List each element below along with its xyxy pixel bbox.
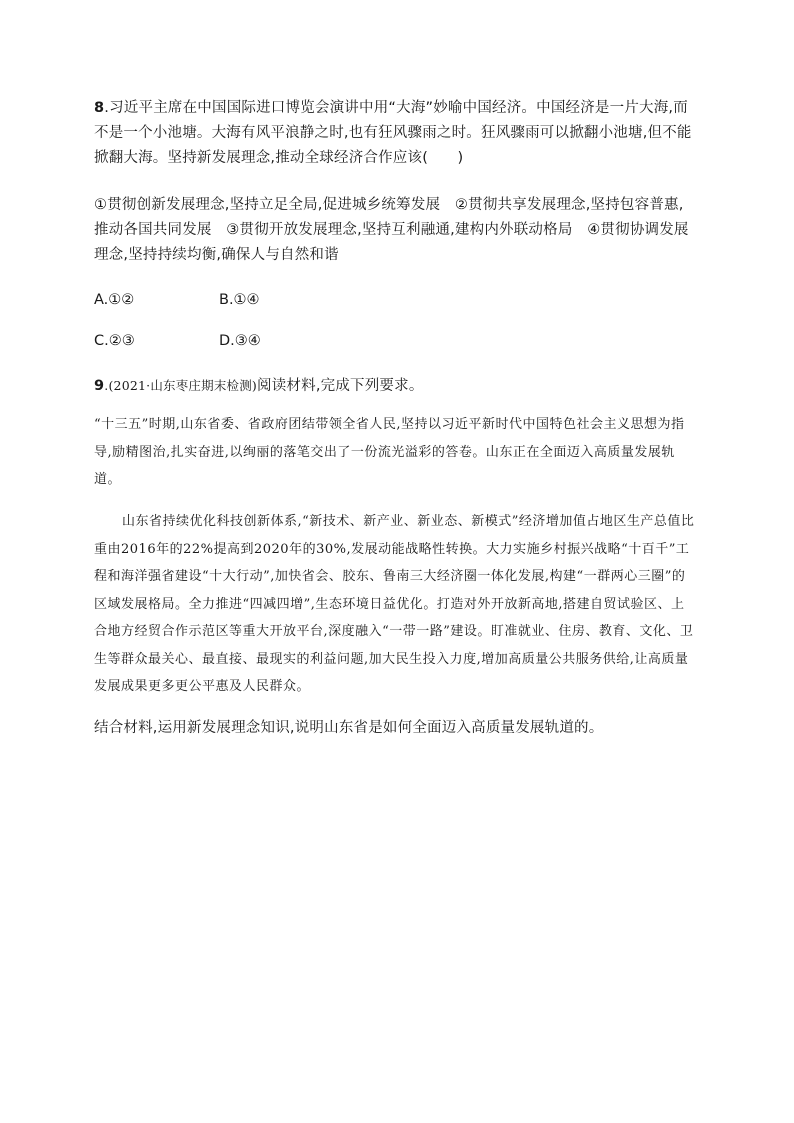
option-a[interactable]: A.①② <box>94 292 135 308</box>
question-8-stem-text: .习近平主席在中国国际进口博览会演讲中用“大海”妙喻中国经济。中国经济是一片大海,而不是一个小池塘。大海有风平浪静之时,也有狂风骤雨之时。狂风骤雨可以掀翻小池塘,但不能掀翻大海。坚持新发展理念,推动全球经济合作应该( ) <box>94 100 692 166</box>
question-9-instruction: 阅读材料,完成下列要求。 <box>257 378 424 394</box>
material-paragraph-2: 山东省持续优化科技创新体系,“新技术、新产业、新业态、新模式”经济增加值占地区生产总值比重由2016年的22%提高到2020年的30%,发展动能战略性转换。大力实施乡村振兴战略“十百千”工程和海洋强省建设“十大行动”,加快省会、胶东、鲁南三大经济圈一体化发展,构建“一群两心三圈”的区域发展格局。全力推进“四减四增”,生态环境日益优化。打造对外开放新高地,搭建自贸试验区、上合地方经贸合作示范区等重大开放平台,深度融入“一带一路”建设。盯准就业、住房、教育、文化、卫生等群众最关心、最直接、最现实的利益问题,加大民生投入力度,增加高质量公共服务供给,让高质量发展成果更多更公平惠及人民群众。 <box>94 514 695 694</box>
option-c[interactable]: C.②③ <box>94 333 135 349</box>
option-b[interactable]: B.①④ <box>219 292 260 308</box>
option-d[interactable]: D.③④ <box>219 333 261 349</box>
question-9-number: 9 <box>94 378 105 394</box>
question-9-source: .(2021·山东枣庄期末检测) <box>104 378 258 393</box>
question-9-header <box>94 373 698 399</box>
question-8-statements: ①贯彻创新发展理念,坚持立足全局,促进城乡统筹发展 ②贯彻共享发展理念,坚持包容普惠,推动各国共同发展 ③贯彻开放发展理念,坚持互利融通,建构内外联动格局 ④贯彻协调发展理念,坚持持续均衡,确保人与自然和谐 <box>94 197 689 263</box>
question-8-number: 8 <box>94 100 105 116</box>
question-8-stem <box>94 96 698 171</box>
material-paragraph-1: “十三五”时期,山东省委、省政府团结带领全省人民,坚持以习近平新时代中国特色社会主义思想为指导,励精图治,扎实奋进,以绚丽的落笔交出了一份流光溢彩的答卷。山东正在全面迈入高质量发展轨道。 <box>94 417 685 487</box>
question-9-prompt: 结合材料,运用新发展理念知识,说明山东省是如何全面迈入高质量发展轨道的。 <box>94 720 604 736</box>
